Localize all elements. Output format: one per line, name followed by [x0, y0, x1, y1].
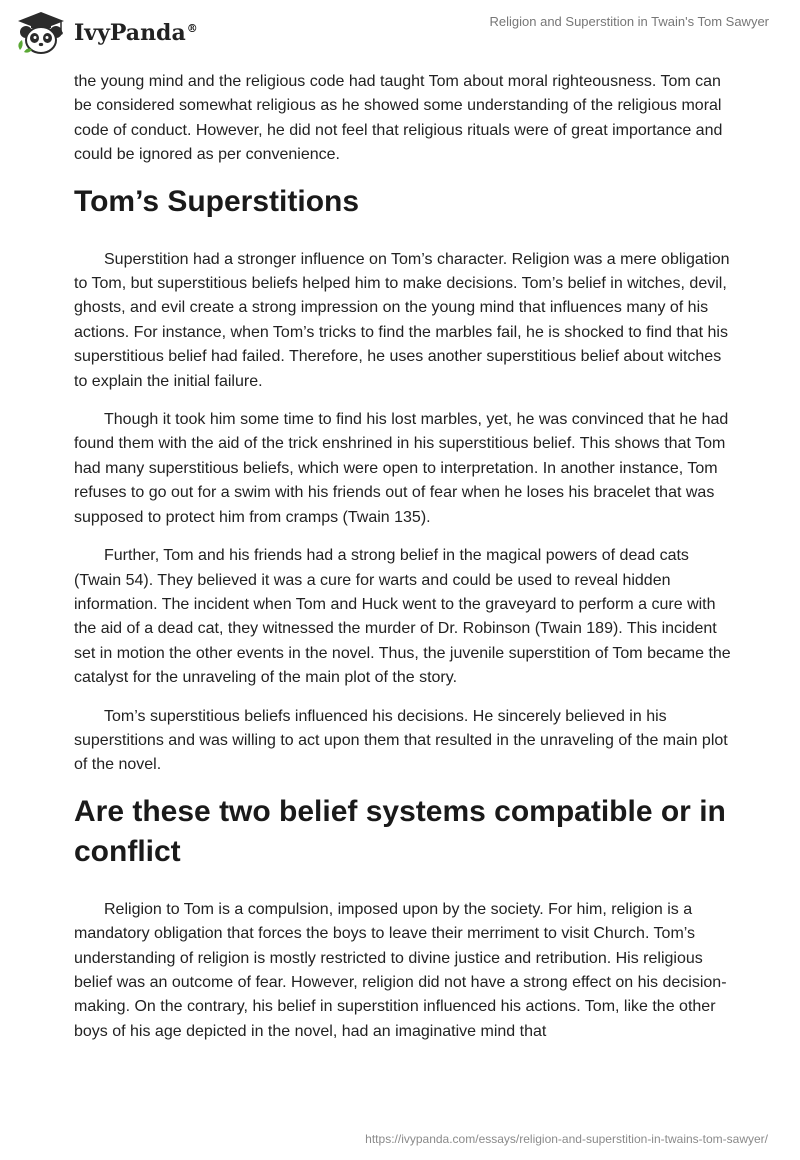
paragraph: Religion to Tom is a compulsion, imposed upon by the society. For him, religion is a mandatory obligation that forces the boys to leave their merriment to visit Church. Tom’s understanding of religion is mostly restricted to divine justice and retribution. His religious belief was an outcome of fear. However, religion did not have a strong effect on his decision-making. On the contrary, his belief in superstition influenced his actions. Tom, like the other boys of his age depicted in the novel, had an imaginative mind that: [74, 900, 727, 1040]
paragraph-continued: the young mind and the religious code had taught Tom about moral righteousness. Tom can be considered somewhat religious as he showed some understanding of the religious moral code of conduct. However, he did not feel that religious rituals were of great importance and could be ignored as per convenience.: [74, 73, 723, 164]
paragraph: Further, Tom and his friends had a strong belief in the magical powers of dead cats (Twain 54). They believed it was a cure for warts and could be used to reveal hidden information. The incident when Tom and Huck went to the graveyard to perform a cure with the aid of a dead cat, they witnessed the murder of Dr. Robinson (Twain 189). This incident set in motion the other events in the novel. Thus, the juvenile superstition of Tom became the catalyst for the unraveling of the main plot of the story.: [74, 547, 731, 687]
paragraph: Superstition had a stronger influence on Tom’s character. Religion was a mere obligation to Tom, but superstitious beliefs helped him to make decisions. Tom’s belief in witches, devil, ghosts, and evil create a strong impression on the young mind that influences many of his actions. For instance, when Tom’s tricks to find the marbles fail, he is shocked to find that his superstitious belief had failed. Therefore, he uses another superstitious belief about witches to explain the initial failure.: [74, 250, 730, 390]
source-url[interactable]: https://ivypanda.com/essays/religion-and-superstition-in-twains-tom-sawyer/: [365, 1132, 768, 1146]
document-title: Religion and Superstition in Twain's Tom Sawyer: [489, 14, 769, 29]
section-heading-superstitions: Tom’s Superstitions: [74, 184, 360, 218]
paragraph: Though it took him some time to find his lost marbles, yet, he was convinced that he had found them with the aid of the trick enshrined in his superstitious belief. This shows that Tom had many superstitious beliefs, which were open to interpretation. In another instance, Tom refuses to go out for a swim with his friends out of fear when he loses his bracelet that was supposed to protect him from cramps (Twain 135).: [74, 411, 729, 526]
ivypanda-logo[interactable]: [14, 10, 198, 56]
paragraph: Tom’s superstitious beliefs influenced his decisions. He sincerely believed in his superstitions and was willing to act upon them that resulted in the unraveling of the main plot of the novel.: [74, 707, 728, 774]
essay-body: [74, 70, 734, 1058]
logo-text: IvyPanda®: [74, 20, 198, 46]
panda-graduate-icon: [14, 10, 68, 56]
section-heading-compatibility: Are these two belief systems compatible or in conflict: [74, 794, 726, 868]
page-header: [0, 0, 800, 70]
